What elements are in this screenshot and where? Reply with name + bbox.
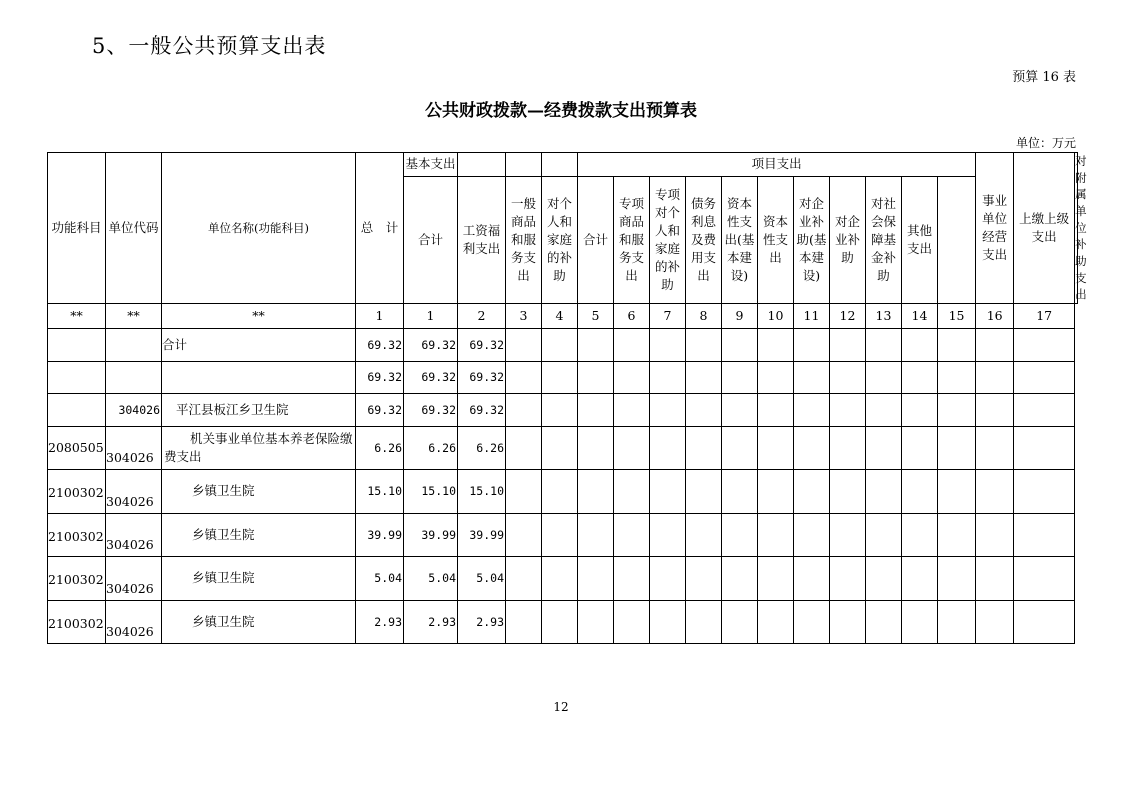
index-cell: 10 [758, 304, 794, 329]
table-row [48, 470, 1078, 514]
empty-cell [902, 394, 938, 427]
index-cell: 15 [938, 304, 976, 329]
func-code-cell [48, 329, 106, 362]
wages-cell: 39.99 [458, 514, 506, 557]
index-cell: 8 [686, 304, 722, 329]
empty-cell [506, 394, 542, 427]
empty-cell [578, 427, 614, 470]
empty-cell [1014, 601, 1075, 644]
empty-cell [722, 470, 758, 514]
empty-cell [866, 362, 902, 394]
empty-cell [614, 329, 650, 362]
empty-cell [976, 601, 1014, 644]
empty-cell [506, 514, 542, 557]
basic-total-cell: 69.32 [404, 329, 458, 362]
empty-cell [686, 394, 722, 427]
wages-cell: 69.32 [458, 394, 506, 427]
header-unit-name: 单位名称(功能科目) [162, 153, 356, 304]
empty-cell [830, 329, 866, 362]
empty-cell [902, 329, 938, 362]
header-wages: 工资福利支出 [458, 177, 506, 304]
header-affiliated-subsidy: 对附属单位补助支出 [1075, 153, 1078, 304]
empty-cell [866, 427, 902, 470]
empty-cell [650, 329, 686, 362]
empty-cell [866, 557, 902, 601]
empty-cell [758, 514, 794, 557]
table-row [48, 329, 1078, 362]
index-cell: 5 [578, 304, 614, 329]
empty-cell [650, 557, 686, 601]
table-title: 公共财政拨款—经费拨款支出预算表 [425, 101, 697, 121]
empty-cell [722, 362, 758, 394]
empty-cell [938, 557, 976, 601]
empty-cell [506, 329, 542, 362]
total-cell: 6.26 [356, 427, 404, 470]
empty-cell [866, 394, 902, 427]
empty-cell [758, 601, 794, 644]
empty-cell [722, 514, 758, 557]
total-cell: 69.32 [356, 329, 404, 362]
basic-total-cell: 6.26 [404, 427, 458, 470]
header-blank-cell [506, 153, 542, 177]
empty-cell [902, 470, 938, 514]
budget-table [47, 152, 1087, 644]
empty-cell [614, 601, 650, 644]
empty-cell [902, 557, 938, 601]
unit-name-cell: 机关事业单位基本养老保险缴费支出 [162, 427, 356, 470]
empty-cell [830, 557, 866, 601]
header-basic-expenditure: 基本支出 [404, 153, 458, 177]
empty-cell [1014, 394, 1075, 427]
unit-name-cell [162, 362, 356, 394]
index-cell: 3 [506, 304, 542, 329]
empty-cell [506, 427, 542, 470]
empty-cell [1014, 514, 1075, 557]
table-row [48, 514, 1078, 557]
unit-code-cell: 304026 [106, 601, 162, 644]
index-cell: ** [48, 304, 106, 329]
header-personal-subsidy: 对个人和家庭的补助 [542, 177, 578, 304]
empty-cell [1014, 557, 1075, 601]
empty-cell [866, 329, 902, 362]
empty-cell [650, 394, 686, 427]
empty-cell [902, 427, 938, 470]
table-number: 预算 16 表 [1012, 70, 1076, 85]
empty-cell [722, 394, 758, 427]
empty-cell [938, 427, 976, 470]
empty-cell [938, 394, 976, 427]
empty-cell [506, 557, 542, 601]
empty-cell [614, 557, 650, 601]
empty-cell [686, 362, 722, 394]
empty-cell [866, 470, 902, 514]
empty-cell [938, 470, 976, 514]
empty-cell [542, 427, 578, 470]
basic-total-cell: 2.93 [404, 601, 458, 644]
header-enterprise: 对企业补助 [830, 177, 866, 304]
index-cell: 1 [404, 304, 458, 329]
header-basic-total: 合计 [404, 177, 458, 304]
empty-cell [830, 601, 866, 644]
empty-cell [758, 362, 794, 394]
basic-total-cell: 69.32 [404, 394, 458, 427]
index-row [48, 304, 1078, 329]
header-total: 总 计 [356, 153, 404, 304]
total-cell: 69.32 [356, 394, 404, 427]
func-code-cell: 2080505 [48, 427, 106, 470]
index-cell: 17 [1014, 304, 1075, 329]
basic-total-cell: 69.32 [404, 362, 458, 394]
empty-cell [1014, 427, 1075, 470]
empty-cell [976, 427, 1014, 470]
index-cell: 4 [542, 304, 578, 329]
empty-cell [830, 470, 866, 514]
empty-cell [650, 514, 686, 557]
index-cell: ** [106, 304, 162, 329]
empty-cell [758, 329, 794, 362]
func-code-cell: 2100302 [48, 557, 106, 601]
table-row [48, 427, 1078, 470]
unit-code-cell: 304026 [106, 470, 162, 514]
table-row [48, 557, 1078, 601]
empty-cell [758, 557, 794, 601]
table-row [48, 601, 1078, 644]
empty-cell [650, 362, 686, 394]
index-cell: 11 [794, 304, 830, 329]
unit-code-cell: 304026 [106, 394, 162, 427]
index-cell: ** [162, 304, 356, 329]
empty-cell [758, 470, 794, 514]
empty-cell [686, 427, 722, 470]
empty-cell [578, 557, 614, 601]
empty-cell [578, 394, 614, 427]
total-cell: 69.32 [356, 362, 404, 394]
unit-code-cell [106, 329, 162, 362]
empty-cell [650, 470, 686, 514]
empty-cell [976, 394, 1014, 427]
index-cell: 6 [614, 304, 650, 329]
empty-cell [542, 557, 578, 601]
empty-cell [614, 427, 650, 470]
empty-cell [722, 557, 758, 601]
empty-cell [976, 514, 1014, 557]
header-upper-expenditure: 上缴上级支出 [1014, 153, 1075, 304]
wages-cell: 15.10 [458, 470, 506, 514]
empty-cell [794, 427, 830, 470]
empty-cell [506, 470, 542, 514]
page-number: 12 [553, 700, 569, 714]
header-debt-interest: 债务利息及费用支出 [686, 177, 722, 304]
unit-code-cell: 304026 [106, 514, 162, 557]
empty-cell [866, 514, 902, 557]
basic-total-cell: 5.04 [404, 557, 458, 601]
basic-total-cell: 15.10 [404, 470, 458, 514]
empty-cell [902, 601, 938, 644]
empty-cell [686, 329, 722, 362]
func-code-cell: 2100302 [48, 601, 106, 644]
empty-cell [866, 601, 902, 644]
index-cell: 7 [650, 304, 686, 329]
func-code-cell: 2100302 [48, 470, 106, 514]
header-other: 其他支出 [902, 177, 938, 304]
empty-cell [614, 514, 650, 557]
unit-name-cell: 乡镇卫生院 [162, 557, 356, 601]
empty-cell [902, 514, 938, 557]
empty-cell [830, 362, 866, 394]
empty-cell [578, 470, 614, 514]
wages-cell: 2.93 [458, 601, 506, 644]
empty-cell [650, 427, 686, 470]
header-goods-services: 一般商品和服务支出 [506, 177, 542, 304]
empty-cell [938, 514, 976, 557]
index-cell: 9 [722, 304, 758, 329]
total-cell: 15.10 [356, 470, 404, 514]
empty-cell [794, 514, 830, 557]
empty-cell [686, 557, 722, 601]
header-project-total: 合计 [578, 177, 614, 304]
header-capital-build: 资本性支出(基本建设) [722, 177, 758, 304]
empty-cell [938, 362, 976, 394]
header-business-expenditure: 事业单位经营支出 [976, 153, 1014, 304]
table-row [48, 362, 1078, 394]
unit-code-cell [106, 362, 162, 394]
empty-cell [902, 362, 938, 394]
empty-cell [578, 514, 614, 557]
wages-cell: 69.32 [458, 362, 506, 394]
header-special-goods: 专项商品和服务支出 [614, 177, 650, 304]
index-cell: 2 [458, 304, 506, 329]
unit-code-cell: 304026 [106, 427, 162, 470]
empty-cell [686, 470, 722, 514]
empty-cell [830, 427, 866, 470]
wages-cell: 69.32 [458, 329, 506, 362]
empty-cell [542, 514, 578, 557]
empty-cell [794, 394, 830, 427]
unit-name-cell: 乡镇卫生院 [162, 514, 356, 557]
empty-cell [578, 329, 614, 362]
empty-cell [650, 601, 686, 644]
header-row-1 [48, 153, 1078, 177]
empty-cell [542, 601, 578, 644]
unit-name-cell: 乡镇卫生院 [162, 601, 356, 644]
index-cell: 12 [830, 304, 866, 329]
header-special-personal: 专项对个人和家庭的补助 [650, 177, 686, 304]
header-enterprise-build: 对企业补助(基本建设) [794, 177, 830, 304]
empty-cell [686, 514, 722, 557]
empty-cell [542, 470, 578, 514]
header-social-security: 对社会保障基金补助 [866, 177, 902, 304]
header-blank-cell [542, 153, 578, 177]
unit-code-cell: 304026 [106, 557, 162, 601]
empty-cell [722, 329, 758, 362]
empty-cell [794, 557, 830, 601]
empty-cell [506, 601, 542, 644]
empty-cell [830, 394, 866, 427]
empty-cell [578, 362, 614, 394]
empty-cell [758, 394, 794, 427]
empty-cell [722, 427, 758, 470]
empty-cell [794, 601, 830, 644]
empty-cell [830, 514, 866, 557]
index-cell: 14 [902, 304, 938, 329]
empty-cell [722, 601, 758, 644]
header-blank-cell [458, 153, 506, 177]
empty-cell [1014, 470, 1075, 514]
empty-cell [794, 470, 830, 514]
total-cell: 2.93 [356, 601, 404, 644]
total-cell: 39.99 [356, 514, 404, 557]
empty-cell [542, 329, 578, 362]
empty-cell [506, 362, 542, 394]
section-heading: 5、一般公共预算支出表 [92, 34, 327, 58]
empty-cell [614, 362, 650, 394]
empty-cell [686, 601, 722, 644]
empty-cell [542, 362, 578, 394]
empty-cell [976, 557, 1014, 601]
empty-cell [614, 470, 650, 514]
empty-cell [758, 427, 794, 470]
header-project-expenditure: 项目支出 [578, 153, 976, 177]
table-row [48, 394, 1078, 427]
header-unit-code: 单位代码 [106, 153, 162, 304]
func-code-cell [48, 362, 106, 394]
empty-cell [976, 362, 1014, 394]
func-code-cell [48, 394, 106, 427]
empty-cell [938, 329, 976, 362]
basic-total-cell: 39.99 [404, 514, 458, 557]
empty-cell [614, 394, 650, 427]
empty-cell [794, 362, 830, 394]
empty-cell [794, 329, 830, 362]
empty-cell [976, 329, 1014, 362]
unit-name-cell: 合计 [162, 329, 356, 362]
wages-cell: 6.26 [458, 427, 506, 470]
empty-cell [542, 394, 578, 427]
empty-cell [578, 601, 614, 644]
empty-cell [1014, 329, 1075, 362]
unit-name-cell: 乡镇卫生院 [162, 470, 356, 514]
total-cell: 5.04 [356, 557, 404, 601]
header-capital: 资本性支出 [758, 177, 794, 304]
empty-cell [938, 601, 976, 644]
header-func-subject: 功能科目 [48, 153, 106, 304]
empty-cell [976, 470, 1014, 514]
unit-name-cell: 平江县板江乡卫生院 [162, 394, 356, 427]
index-cell: 13 [866, 304, 902, 329]
wages-cell: 5.04 [458, 557, 506, 601]
empty-cell [1014, 362, 1075, 394]
func-code-cell: 2100302 [48, 514, 106, 557]
index-cell: 1 [356, 304, 404, 329]
index-cell: 16 [976, 304, 1014, 329]
unit-label: 单位：万元 [1015, 136, 1076, 150]
